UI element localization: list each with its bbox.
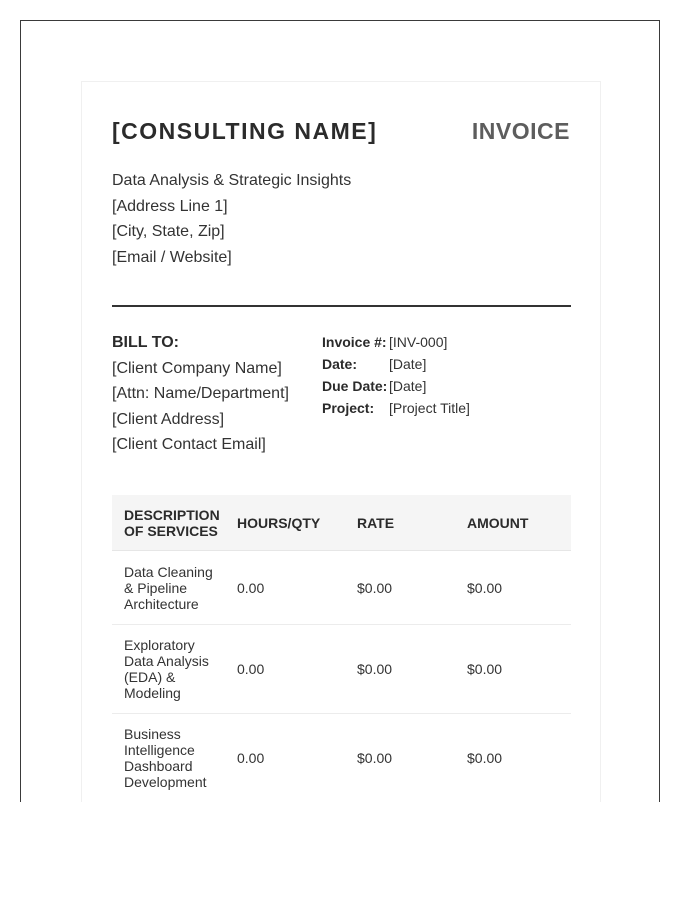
meta-row-invoice-number xyxy=(322,331,470,353)
row-amount: $0.00 xyxy=(455,714,571,803)
company-address-line-1: [Address Line 1] xyxy=(112,197,228,215)
table-row xyxy=(112,714,571,803)
row-hours: 0.00 xyxy=(225,625,345,714)
table-header-row xyxy=(112,495,571,551)
project-label: Project: xyxy=(322,400,375,416)
meta-row-date xyxy=(322,353,470,375)
table-row xyxy=(112,625,571,714)
row-description: Data Cleaning & Pipeline Architecture xyxy=(112,551,225,625)
client-address: [Client Address] xyxy=(112,410,225,428)
row-rate: $0.00 xyxy=(345,714,455,803)
project-value: [Project Title] xyxy=(389,400,470,416)
client-company: [Client Company Name] xyxy=(112,359,282,377)
bill-to-heading: BILL TO: xyxy=(112,334,179,351)
document-title: INVOICE xyxy=(471,118,570,144)
invoice-sheet xyxy=(81,81,601,802)
due-date-label: Due Date: xyxy=(322,378,388,394)
row-hours: 0.00 xyxy=(225,551,345,625)
header-description: DESCRIPTION OF SERVICES xyxy=(112,495,225,551)
meta-row-due-date xyxy=(322,375,470,397)
company-details xyxy=(112,168,351,270)
row-amount: $0.00 xyxy=(455,551,571,625)
company-email-website: [Email / Website] xyxy=(112,248,232,266)
row-rate: $0.00 xyxy=(345,551,455,625)
row-hours: 0.00 xyxy=(225,714,345,803)
date-value: [Date] xyxy=(389,356,427,372)
row-description: Exploratory Data Analysis (EDA) & Modeling xyxy=(112,625,225,714)
services-table xyxy=(112,495,571,802)
company-tagline: Data Analysis & Strategic Insights xyxy=(112,172,352,189)
meta-row-project xyxy=(322,397,470,419)
date-label: Date: xyxy=(322,356,358,372)
company-name: [CONSULTING NAME] xyxy=(112,118,378,144)
header-rate: RATE xyxy=(345,495,455,551)
header-amount: AMOUNT xyxy=(455,495,571,551)
invoice-number-label: Invoice #: xyxy=(322,334,387,350)
client-email: [Client Contact Email] xyxy=(112,436,266,453)
invoice-number-value: [INV-000] xyxy=(389,334,448,350)
due-date-value: [Date] xyxy=(389,378,427,394)
bill-to-block xyxy=(112,330,289,458)
company-city-state-zip: [City, State, Zip] xyxy=(112,223,225,240)
header-divider xyxy=(112,305,571,307)
header-hours-qty: HOURS/QTY xyxy=(225,495,345,551)
table-row xyxy=(112,551,571,625)
row-description: Business Intelligence Dashboard Development xyxy=(112,714,225,803)
row-amount: $0.00 xyxy=(455,625,571,714)
page-frame xyxy=(20,20,660,802)
invoice-meta xyxy=(322,331,470,419)
client-attention: [Attn: Name/Department] xyxy=(112,385,289,402)
row-rate: $0.00 xyxy=(345,625,455,714)
